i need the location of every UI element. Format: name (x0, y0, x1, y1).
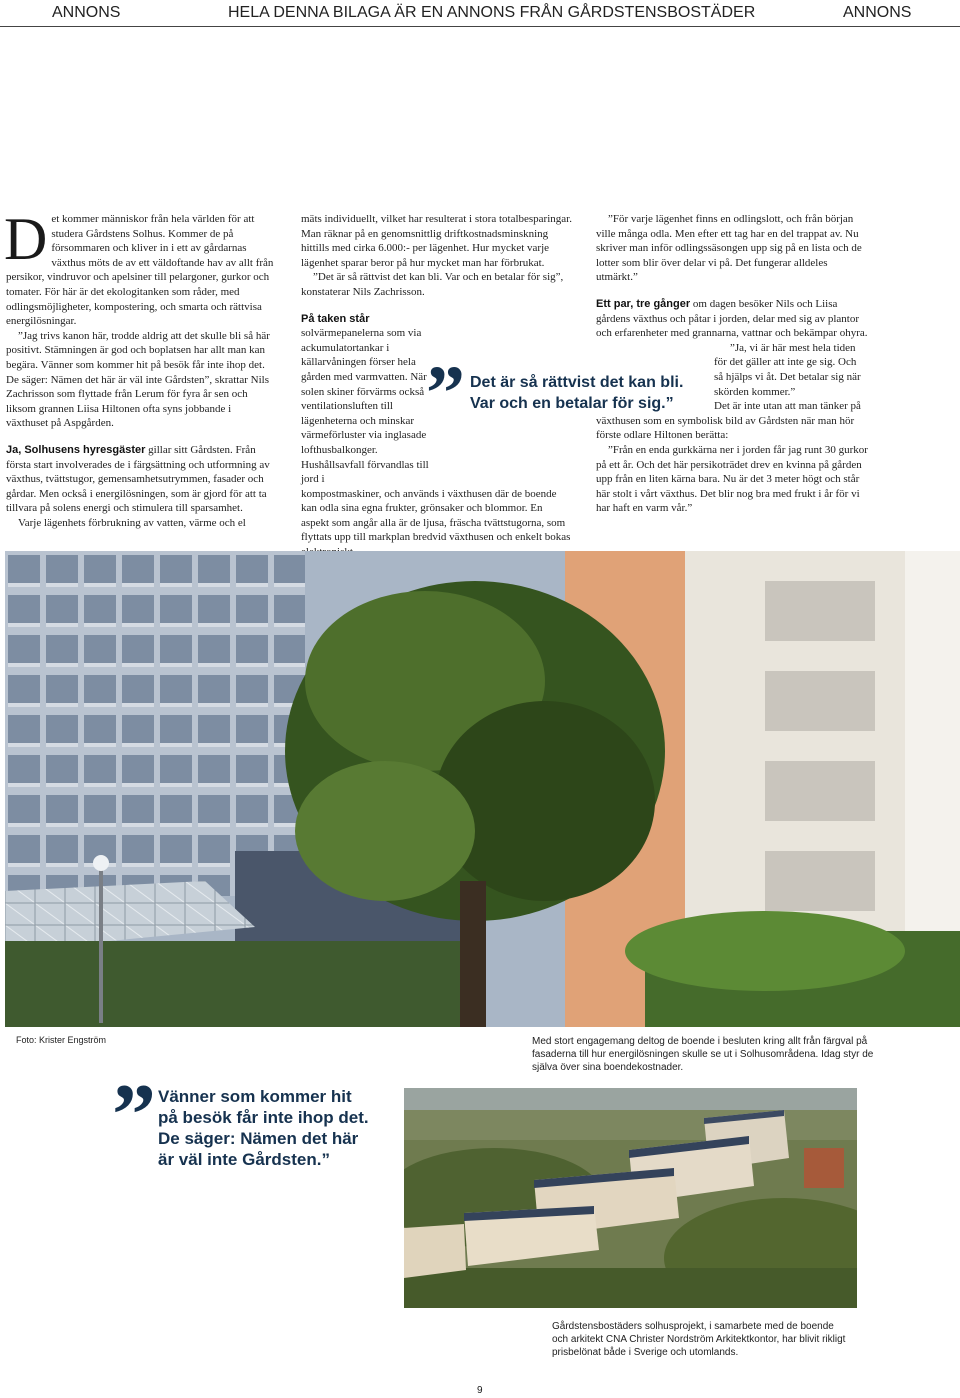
quote-mark-icon: ” (426, 349, 465, 436)
paragraph-mest-hela-tiden: ”Ja, vi är här mest hela tiden för det gäller att inte ge sig. Och så hjälps vi åt. Det betalar sig när skörden kommer.” (714, 341, 861, 398)
photo-credit: Foto: Krister Engström (16, 1035, 107, 1045)
paragraph-odlingslott: ”För varje lägenhet finns en odlingslott, och från början ville många odla. Men efter ett tag har en del trappat av. Nu skriver man inför odlingssäsongen upp sig på en lista och de lotter som blir över delar vi på. Det fungerar alldeles utmärkt.” (596, 213, 862, 284)
paragraph-symbolisk: Det är inte utan att man tänker på växthusen som en symbolisk bild av Gårdsten när man hör förste odlare Hiltonen berätta: (596, 400, 861, 442)
paragraph-solvarme: solvärmepanelerna som via ackumulatortankar i källarvåningen förser hela gården med varmvatten. När solen skiner förvärms också ventilationsluften till lägenheterna och minskar värmeförluster via inglasade lofthusbalkonger. Hushållsavfall förvandlas till jord i (301, 327, 429, 486)
paragraph-gurkkarna: ”Från en enda gurkkärna ner i jorden får jag runt 30 gurkor på ett år. Och det här persikoträdet drev en kvinna på gården upp från en liten kärna bara. Nu är det 3 meter högt och står här stolt i vårt växthus. Det blir nog bra med frukt i år för vi har haft en varm vår.” (596, 443, 868, 515)
quote-mark-icon: ” (112, 1067, 156, 1164)
header-right: ANNONS (843, 4, 912, 21)
paragraph-besoker: om dagen besöker Nils och Liisa gårdens växthus och påtar i jorden, delar med sig av plantor och erfarenheter med grannarna, vattnar och bekämpar ohyra. (596, 297, 868, 340)
paragraph-hyresgaster: gillar sitt Gårdsten. Från första start involverades de i färgsättning och utformning av växthus, tvättstugor, gemensamhetsutrymmen, fasader och gårdar. Men också i energilösningen, som är gjord för att ta tillvara på solens energi och stimulera till sparsamhet. (6, 443, 270, 515)
paragraph-forbrukning: Varje lägenhets förbrukning av vatten, värme och el (18, 516, 246, 529)
paragraph-besparingar: mäts individuellt, vilket har resulterat i stora totalbesparingar. Man räknar på en genomsnittlig driftkostnadsminskning hittills med cirka 6.000:- per lägenhet. Hur mycket varje lägenhet sparar beror på hur mycket man har förbrukat. (301, 213, 572, 269)
lead-in-ett-par: Ett par, tre gånger (596, 297, 691, 310)
caption-aerial-photo: Gårdstensbostäders solhusprojekt, i samarbete med de boende och arkitekt CNA Christer Nordström Arkitektkontor, har blivit rikligt prisbelönat både i Sverige och utomlands. (552, 1321, 846, 1358)
pull-quote-2-line-2: på besök får inte ihop det. (158, 1108, 369, 1127)
caption-main-photo: Med stort engagemang deltog de boende i besluten kring allt från färgval på fasaderna till hur energilösningen skulle se ut i Solhusområdena. Idag styr de själva över sina boendekostnader. (532, 1036, 874, 1073)
page-number: 9 (477, 1385, 483, 1396)
paragraph-rattvist: ”Det är så rättvist det kan bli. Var och en betalar för sig”, konstaterar Nils Zachrisson. (301, 271, 564, 298)
header-left: ANNONS (52, 4, 121, 21)
pull-quote-2-line-4: är väl inte Gårdsten.” (158, 1150, 330, 1169)
aerial-illustration (404, 1088, 857, 1308)
paragraph-quote-nils: ”Jag trivs kanon här, trodde aldrig att det skulle bli så här positivt. Stämningen är god och boplatsen har allt man kan begära. Vänner som kommer hit på besök får inte ihop det. De säger: Nämen det här är väl inte Gårdsten”, skrattar Nils Zachrisson som flyttade från Lerum för fyra år sen och liksom grannen Liisa Hiltonen ofta syns jobbande i växthuset på Aspgården. (6, 329, 270, 430)
photo-aerial-gardsten (404, 1088, 857, 1308)
pull-quote-2 (112, 1067, 402, 1182)
pull-quote-1-line-1: Det är så rättvist det kan bli. (470, 374, 684, 391)
pull-quote-2-line-1: Vänner som kommer hit (158, 1087, 352, 1106)
courtyard-illustration (5, 551, 960, 1027)
lead-in-taken: På taken står (301, 312, 370, 325)
paragraph-kompost: kompostmaskiner, och används i växthusen där de boende kan odla sina egna frukter, grönsaker och blommor. En aspekt som angår alla är de ljusa, fräscha tvättstugorna, som flyttats upp till markplan bredvid växthusen och enkelt bokas (301, 487, 571, 544)
intro-paragraph: et kommer människor från hela världen för att studera Gårdstens Solhus. Kommer de på försommaren och kliver in i ett av gårdarnas växthus möts de av ett väldoftande hav av allt från persikor, vindruvor och apelsiner till pelargoner, gurkor och tomater. För här är det ekologitanken som råder, med odlingsmöjligheter, kompostering, och smarta och rättvisa energilösningar. (6, 213, 274, 328)
column-1 (4, 206, 276, 530)
pull-quote-1-line-2: Var och en betalar för sig.” (470, 395, 674, 412)
header-center: HELA DENNA BILAGA ÄR EN ANNONS FRÅN GÅRDSTENSBOSTÄDER (228, 4, 756, 21)
lead-in-hyresgaster: Ja, Solhusens hyresgäster (6, 443, 146, 456)
column-3 (596, 212, 868, 516)
page-header (0, 0, 960, 27)
drop-cap: D (4, 206, 48, 272)
photo-solhus-courtyard (5, 551, 960, 1027)
pull-quote-2-line-3: De säger: Nämen det här (158, 1129, 359, 1148)
